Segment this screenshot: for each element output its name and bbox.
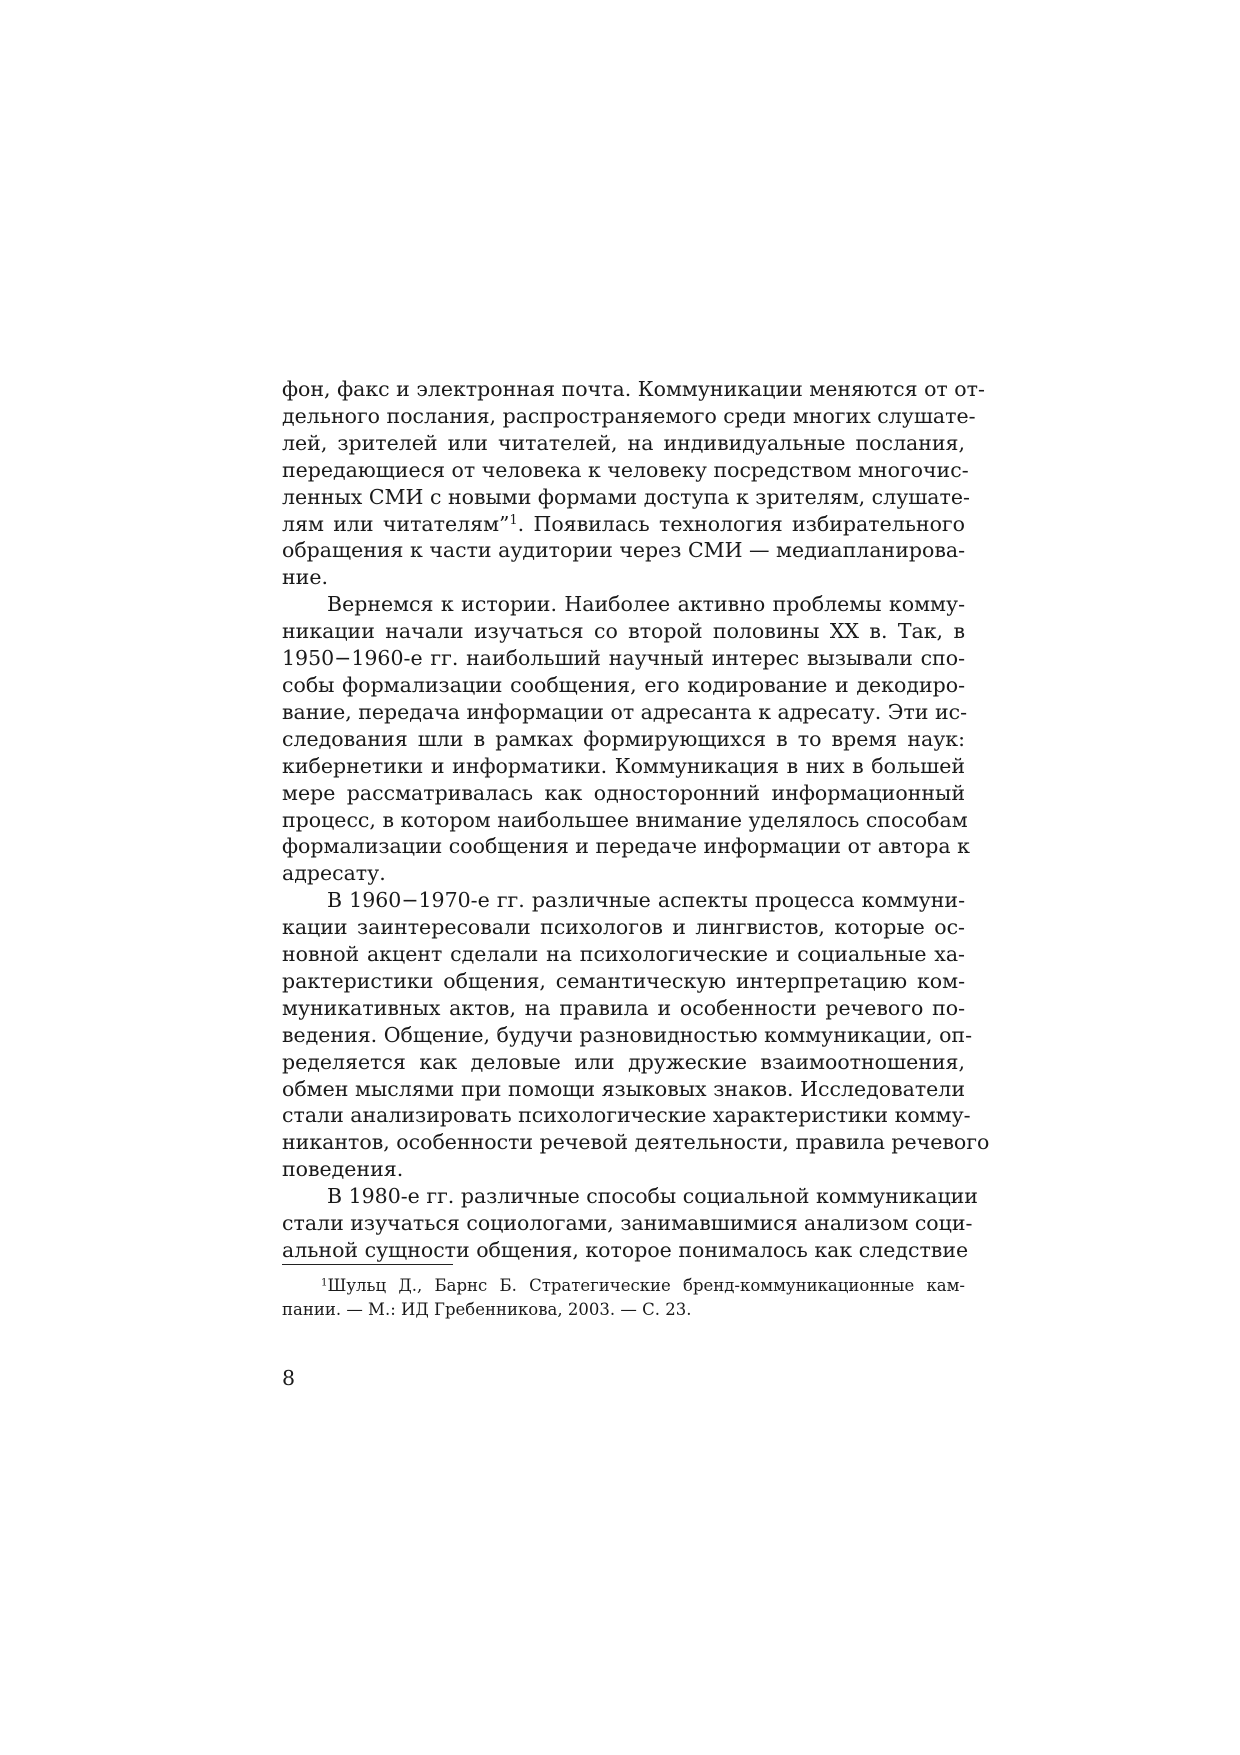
text-line: стали анализировать психологические характеристики комму- <box>282 1103 971 1128</box>
footnote-marker: 1 <box>321 1277 328 1289</box>
text-line: адресату. <box>282 861 386 886</box>
text-line: рактеристики общения, семантическую интерпретацию ком- <box>282 968 965 993</box>
text-line: 1950−1960-е гг. наибольший научный интерес вызывали спо- <box>282 646 965 671</box>
text-line: следования шли в рамках формирующихся в то время наук: <box>282 726 965 751</box>
page-number: 8 <box>282 1366 296 1390</box>
text-line: ределяется как деловые или дружеские взаимоотношения, <box>282 1049 965 1074</box>
footnote <box>282 1274 965 1321</box>
text-line: муникативных актов, на правила и особенности речевого по- <box>282 995 965 1020</box>
text-line: кибернетики и информатики. Коммуникация в них в большей <box>282 753 965 778</box>
text-line: передающиеся от человека к человеку посредством многочис- <box>282 457 969 482</box>
text-line: кации заинтересовали психологов и лингвистов, которые ос- <box>282 915 965 940</box>
text-line: лей, зрителей или читателей, на индивидуальные послания, <box>282 430 965 455</box>
text-fragment: Шульц Д., Барнс Б. Стратегические бренд-коммуникационные кам- <box>327 1276 965 1295</box>
text-fragment: . Появилась технология избирательного <box>517 511 965 536</box>
text-fragment: лям или читателям” <box>282 511 510 536</box>
text-line: обращения к части аудитории через СМИ — медиапланирова- <box>282 538 966 563</box>
text-line: собы формализации сообщения, его кодирование и декодиро- <box>282 672 965 697</box>
text-line: Вернемся к истории. Наиболее активно проблемы комму- <box>327 592 965 617</box>
text-line: обмен мыслями при помощи языковых знаков. Исследователи <box>282 1076 965 1101</box>
text-line: В 1960−1970-е гг. различные аспекты процесса коммуни- <box>327 888 965 913</box>
text-line: мере рассматривалась как односторонний информационный <box>282 780 965 805</box>
text-line: никации начали изучаться со второй половины XX в. Так, в <box>282 619 965 644</box>
main-text <box>282 376 990 1264</box>
text-line: ние. <box>282 565 328 590</box>
text-line: дельного послания, распространяемого среди многих слушате- <box>282 403 976 428</box>
footnote-line <box>282 1274 965 1298</box>
text-line: никантов, особенности речевой деятельности, правила речевого <box>282 1130 990 1155</box>
text-line: фон, факс и электронная почта. Коммуникации меняются от от- <box>282 377 985 401</box>
text-line: формализации сообщения и передаче информации от автора к <box>282 834 970 859</box>
text-line: поведения. <box>282 1157 404 1182</box>
text-line: В 1980-е гг. различные способы социальной коммуникации <box>327 1184 978 1209</box>
text-line: ленных СМИ с новыми формами доступа к зрителям, слушате- <box>282 484 970 509</box>
footnote-reference: 1 <box>509 511 518 527</box>
footnote-line: пании. — М.: ИД Гребенникова, 2003. — С. 23. <box>282 1299 692 1319</box>
text-line: вание, передача информации от адресанта к адресату. Эти ис- <box>282 699 968 724</box>
footnote-divider <box>282 1264 453 1265</box>
text-line <box>282 511 965 538</box>
text-line: новной акцент сделали на психологические и социальные ха- <box>282 942 965 967</box>
text-line: альной сущности общения, которое понималось как следствие <box>282 1238 969 1262</box>
text-line: процесс, в котором наибольшее внимание уделялось способам <box>282 807 968 832</box>
text-line: ведения. Общение, будучи разновидностью коммуникации, оп- <box>282 1022 973 1047</box>
text-line: стали изучаться социологами, занимавшимися анализом соци- <box>282 1211 973 1236</box>
